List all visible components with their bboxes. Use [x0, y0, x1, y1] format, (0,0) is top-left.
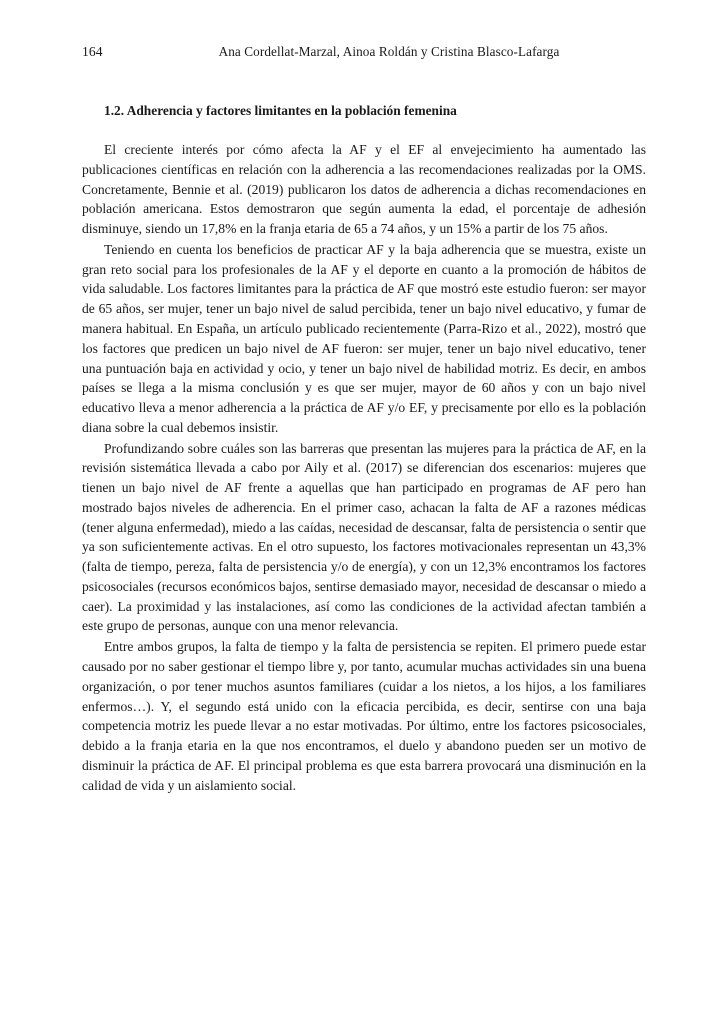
paragraph: Teniendo en cuenta los beneficios de practicar AF y la baja adherencia que se muestra, existe un gran reto social para los profesionales de la AF y el deporte en cuanto a la promoción de hábitos de vida saludable. Los factores limitantes para la práctica de AF que mostró este estudio fueron: ser mayor de 65 años, ser mujer, tener un bajo nivel de salud percibida, tener un bajo nivel educativo, y fumar de manera habitual. En España, un artículo publicado recientemente (Parra-Rizo et al., 2022), mostró que los factores que predicen un bajo nivel de AF fueron: ser mujer, tener un bajo nivel educativo, tener una puntuación baja en actividad y ocio, y tener un bajo nivel de habilidad motriz. Es decir, en ambos países se llega a la misma conclusión y es que ser mujer, mayor de 60 años y con un bajo nivel educativo lleva a menor adherencia a la práctica de AF y/o EF, y precisamente por ello es la población diana sobre la cual debemos insistir. [82, 241, 646, 435]
paragraph: El creciente interés por cómo afecta la AF y el EF al envejecimiento ha aumentado las publicaciones científicas en relación con la adherencia a las recomendaciones realizadas por la OMS. Concretamente, Bennie et al. (2019) publicaron los datos de adherencia a dichas recomendaciones en población americana. Estos demostraron que según aumenta la edad, el porcentaje de adhesión disminuye, siendo un 17,8% en la franja etaria de 65 a 74 años, y un 15% a partir de los 75 años. [82, 142, 646, 237]
running-head [82, 44, 646, 60]
paragraph: Profundizando sobre cuáles son las barreras que presentan las mujeres para la práctica de AF, en la revisión sistemática llevada a cabo por Aily et al. (2017) se diferencian dos escenarios: mujeres que tienen un bajo nivel de AF frente a aquellas que han participado en programas de AF pero han mostrado bajos niveles de adherencia. En el primer caso, achacan la falta de AF a razones médicas (tener alguna enfermedad), miedo a las caídas, necesidad de descansar, falta de persistencia o sentir que ya son suficientemente activas. En el otro supuesto, los factores motivacionales representan un 43,3% (falta de tiempo, pereza, falta de persistencia y/o de energía), y con un 12,3% encontramos los factores psicosociales (recursos económicos bajos, sentirse demasiado mayor, necesidad de descansar o miedo a caer). La proximidad y las instalaciones, así como las condiciones de la actividad afectan también a este grupo de personas, aunque con una menor relevancia. [82, 440, 646, 634]
section-heading: 1.2. Adherencia y factores limitantes en la población femenina [104, 103, 457, 118]
paragraph: Entre ambos grupos, la falta de tiempo y la falta de persistencia se repiten. El primero puede estar causado por no saber gestionar el tiempo libre y, por tanto, acumular muchas actividades sin una buena organización, o por tener muchos asuntos familiares (cuidar a los nietos, a los hijos, a los familiares enfermos…). Y, el segundo está unido con la eficacia percibida, es decir, sentirse con una baja competencia motriz les puede llevar a no estar motivadas. Por último, entre los factores psicosociales, debido a la franja etaria en la que nos encontramos, el duelo y abandono pueden ser un motivo de disminuir la práctica de AF. El principal problema es que esta barrera provocará una disminución en la calidad de vida y un aislamiento social. [82, 639, 646, 793]
running-head-title: Ana Cordellat-Marzal, Ainoa Roldán y Cristina Blasco-Lafarga [218, 44, 560, 59]
page-number: 164 [82, 44, 103, 59]
body-text [82, 140, 646, 795]
